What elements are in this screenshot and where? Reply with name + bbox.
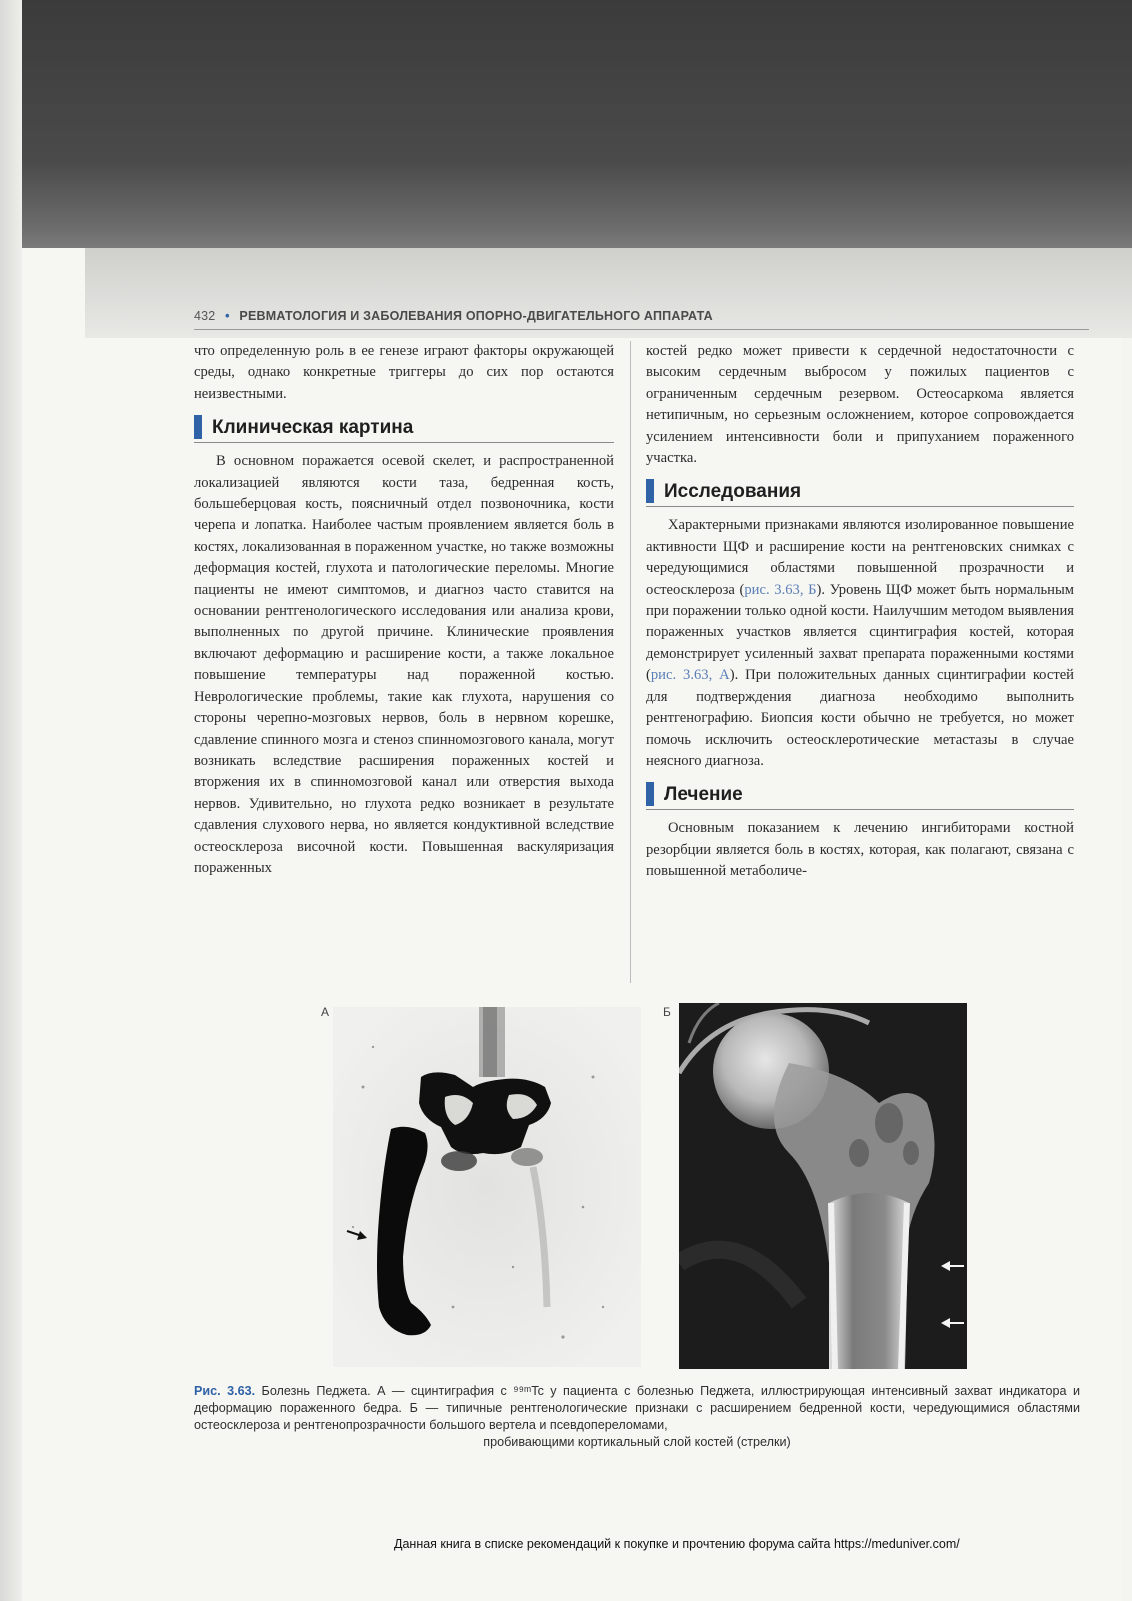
section-marker [194,415,202,439]
header-band [85,248,1132,338]
investigations-text-a: Характерными признаками являются изолированное повышение активности ЩФ и расширение кости на рентгеновских снимках с чередующимися областями повышенной прозрачности и остеосклероза ( [646,517,1074,598]
chapter-title: РЕВМАТОЛОГИЯ И ЗАБОЛЕВАНИЯ ОПОРНО-ДВИГАТЕЛЬНОГО АППАРАТА [239,309,713,323]
figure-reference-b[interactable]: рис. 3.63, Б [744,581,817,598]
caption-number: Рис. 3.63. [194,1384,256,1398]
running-head [194,309,1054,323]
section-heading-investigations [646,479,1074,507]
figure-caption [194,1383,1080,1451]
section-marker [646,479,654,503]
caption-text: Болезнь Педжета. А — сцинтиграфия с ⁹⁹ᵐTc у пациента с болезнью Педжета, иллюстрирующая интенсивный захват индикатора и деформацию пораженного бедра. Б — типичные рентгенологические признаки с расширением бедренной кости, чередующимися областями остеосклероза и рентгенопрозрачности большого вертела и псевдопереломами, [194,1384,1080,1432]
clinical-paragraph: В основном поражается осевой скелет, и распространенной локализацией являются кости таза, бедренная кость, большеберцовая кость, поясничный отдел позвоночника, кости черепа и лопатка. Наиболее частым проявлением является боль в костях, локализованная в пораженном участке, но также возможны деформация костей, глухота и патологические переломы. Многие пациенты не имеют симптомов, и диагноз часто ставится на основании рентгенологического исследования или анализа крови, выполненных по другой причине. Клинические проявления включают деформацию и расширение кости, а также локальное повышение температуры над пораженной костью. Неврологические проблемы, такие как глухота, нарушения со стороны черепно-мозговых нервов, боль в нервном корешке, сдавление спинного мозга и стеноз спинномозгового канала, могут возникать вследствие расширения пораженных костей и вторжения их в спинномозговой канал или отверстия выхода нервов. Удивительно, но глухота редко возникает в результате сдавления слухового нерва, но является кондуктивной вследствие остеосклероза височной кости. Повышенная васкуляризация пораженных [194,453,614,876]
section-title: Лечение [664,783,743,805]
right-column [646,341,1074,883]
scan-left-edge [0,0,22,1601]
scintigraphy-image [333,1007,641,1367]
section-marker [646,782,654,806]
radiograph-image [679,1003,967,1369]
scintigraphy-drawing [333,1007,641,1367]
column-divider [630,341,631,983]
section-heading-clinical [194,415,614,443]
panel-b-label: Б [663,1005,671,1019]
header-bullet: • [225,309,230,323]
left-column [194,341,614,879]
treatment-paragraph: Основным показанием к лечению ингибиторами костной резорбции является боль в костях, которая, как полагают, связана с повышенной метаболиче- [646,820,1074,880]
page-number: 432 [194,309,216,323]
section-title: Клиническая картина [212,416,414,438]
investigations-text-b: ). Уровень ЩФ может быть нормальным при поражении только одной кости. Наилучшим методом выявления пораженных участков является сцинтиграфия костей, которая демонстрирует усиленный захват препарата пораженными костями ( [646,581,1074,684]
figure-reference-a[interactable]: рис. 3.63, А [650,667,730,684]
continuation-paragraph: костей редко может привести к сердечной недостаточности с высоким сердечным выбросом у пожилых пациентов с ограниченным сердечным резервом. Остеосаркома является нетипичным, но серьезным осложнением, которое сопровождается усилением интенсивности боли и припуханием пораженного участка. [646,343,1074,467]
caption-last-line: пробивающими кортикальный слой костей (стрелки) [483,1435,791,1449]
investigations-text-c: ). При положительных данных сцинтиграфии костей для подтверждения диагноза необходимо выполнить рентгенографию. Биопсия кости обычно не требуется, но может помочь исключить остеосклеротические метастазы в случае неясного диагноза. [646,667,1074,769]
radiograph-drawing [679,1003,967,1369]
panel-a-label: А [321,1005,330,1019]
footer-note: Данная книга в списке рекомендаций к покупке и прочтению форума сайта https://meduniver.com/ [394,1537,960,1551]
intro-paragraph: что определенную роль в ее генезе играют факторы окружающей среды, однако конкретные триггеры до сих пор остаются неизвестными. [194,343,614,402]
header-rule [194,329,1089,330]
section-heading-treatment [646,782,1074,810]
investigations-paragraph [646,515,1074,772]
section-title: Исследования [664,480,802,502]
